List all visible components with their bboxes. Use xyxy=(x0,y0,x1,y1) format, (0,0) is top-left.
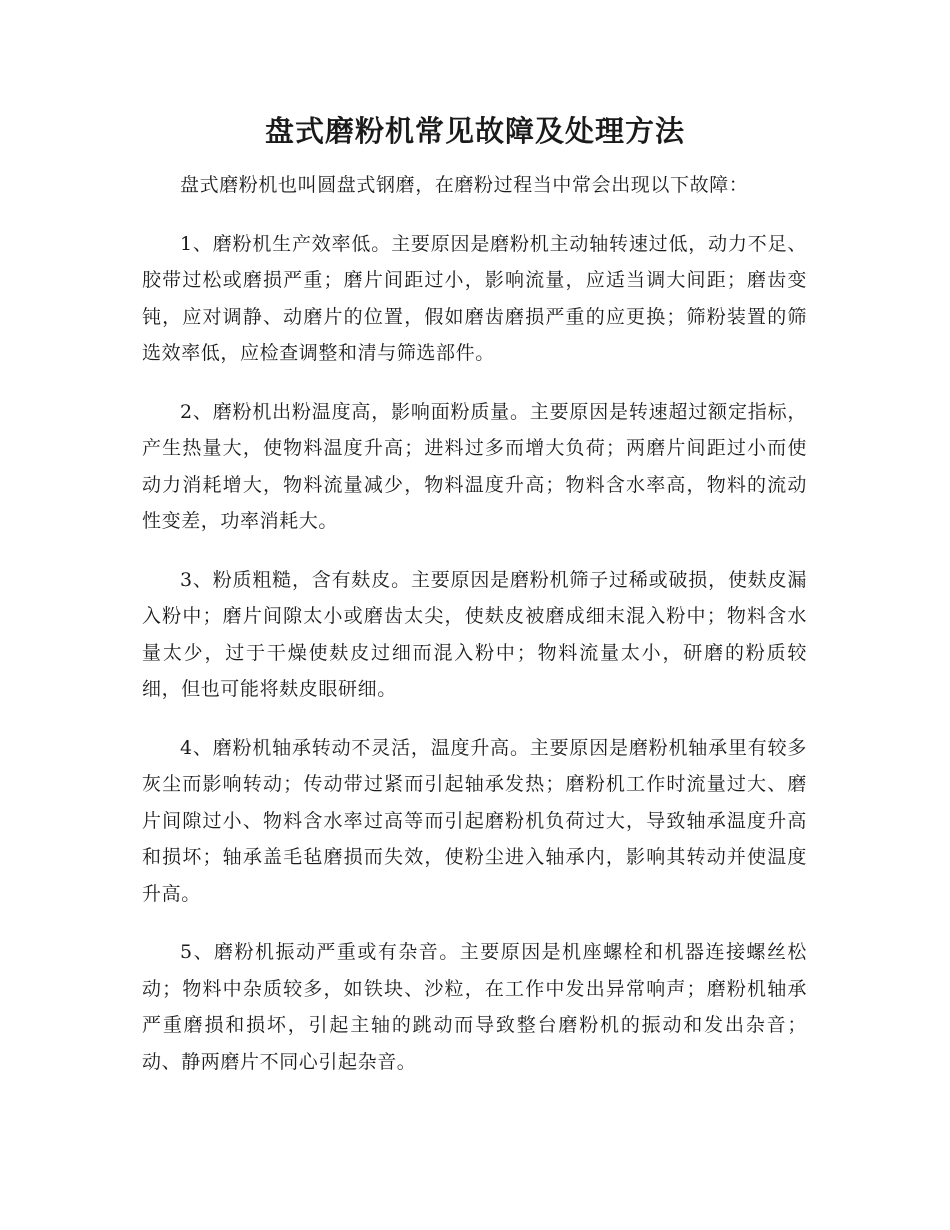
fault-item-5: 5、磨粉机振动严重或有杂音。主要原因是机座螺栓和机器连接螺丝松动；物料中杂质较多，如铁块、沙粒，在工作中发出异常响声；磨粉机轴承严重磨损和损坏，引起主轴的跳动而导致整台磨粉机的振动和发出杂音；动、静两磨片不同心引起杂音。 xyxy=(142,941,807,1073)
document-body xyxy=(142,167,807,1102)
fault-item-4: 4、磨粉机轴承转动不灵活，温度升高。主要原因是磨粉机轴承里有较多灰尘而影响转动；传动带过紧而引起轴承发热；磨粉机工作时流量过大、磨片间隙过小、物料含水率过高等而引起磨粉机负荷过大，导致轴承温度升高和损坏；轴承盖毛毡磨损而失效，使粉尘进入轴承内，影响其转动并使温度升高。 xyxy=(142,736,807,905)
document-title: 盘式磨粉机常见故障及处理方法 xyxy=(264,114,685,148)
fault-item-3: 3、粉质粗糙，含有麸皮。主要原因是磨粉机筛子过稀或破损，使麸皮漏入粉中；磨片间隙太小或磨齿太尖，使麸皮被磨成细末混入粉中；物料含水量太少，过于干燥使麸皮过细而混入粉中；物料流量太小，研磨的粉质较细，但也可能将麸皮眼研细。 xyxy=(142,568,807,700)
intro-paragraph: 盘式磨粉机也叫圆盘式钢磨，在磨粉过程当中常会出现以下故障： xyxy=(180,174,749,196)
fault-item-2: 2、磨粉机出粉温度高，影响面粉质量。主要原因是转速超过额定指标，产生热量大，使物料温度升高；进料过多而增大负荷；两磨片间距过小而使动力消耗增大，物料流量减少，物料温度升高；物料含水率高，物料的流动性变差，功率消耗大。 xyxy=(142,400,807,532)
fault-item-1: 1、磨粉机生产效率低。主要原因是磨粉机主动轴转速过低，动力不足、胶带过松或磨损严重；磨片间距过小，影响流量，应适当调大间距；磨齿变钝，应对调静、动磨片的位置，假如磨齿磨损严重的应更换；筛粉装置的筛选效率低，应检查调整和清与筛选部件。 xyxy=(142,232,807,364)
